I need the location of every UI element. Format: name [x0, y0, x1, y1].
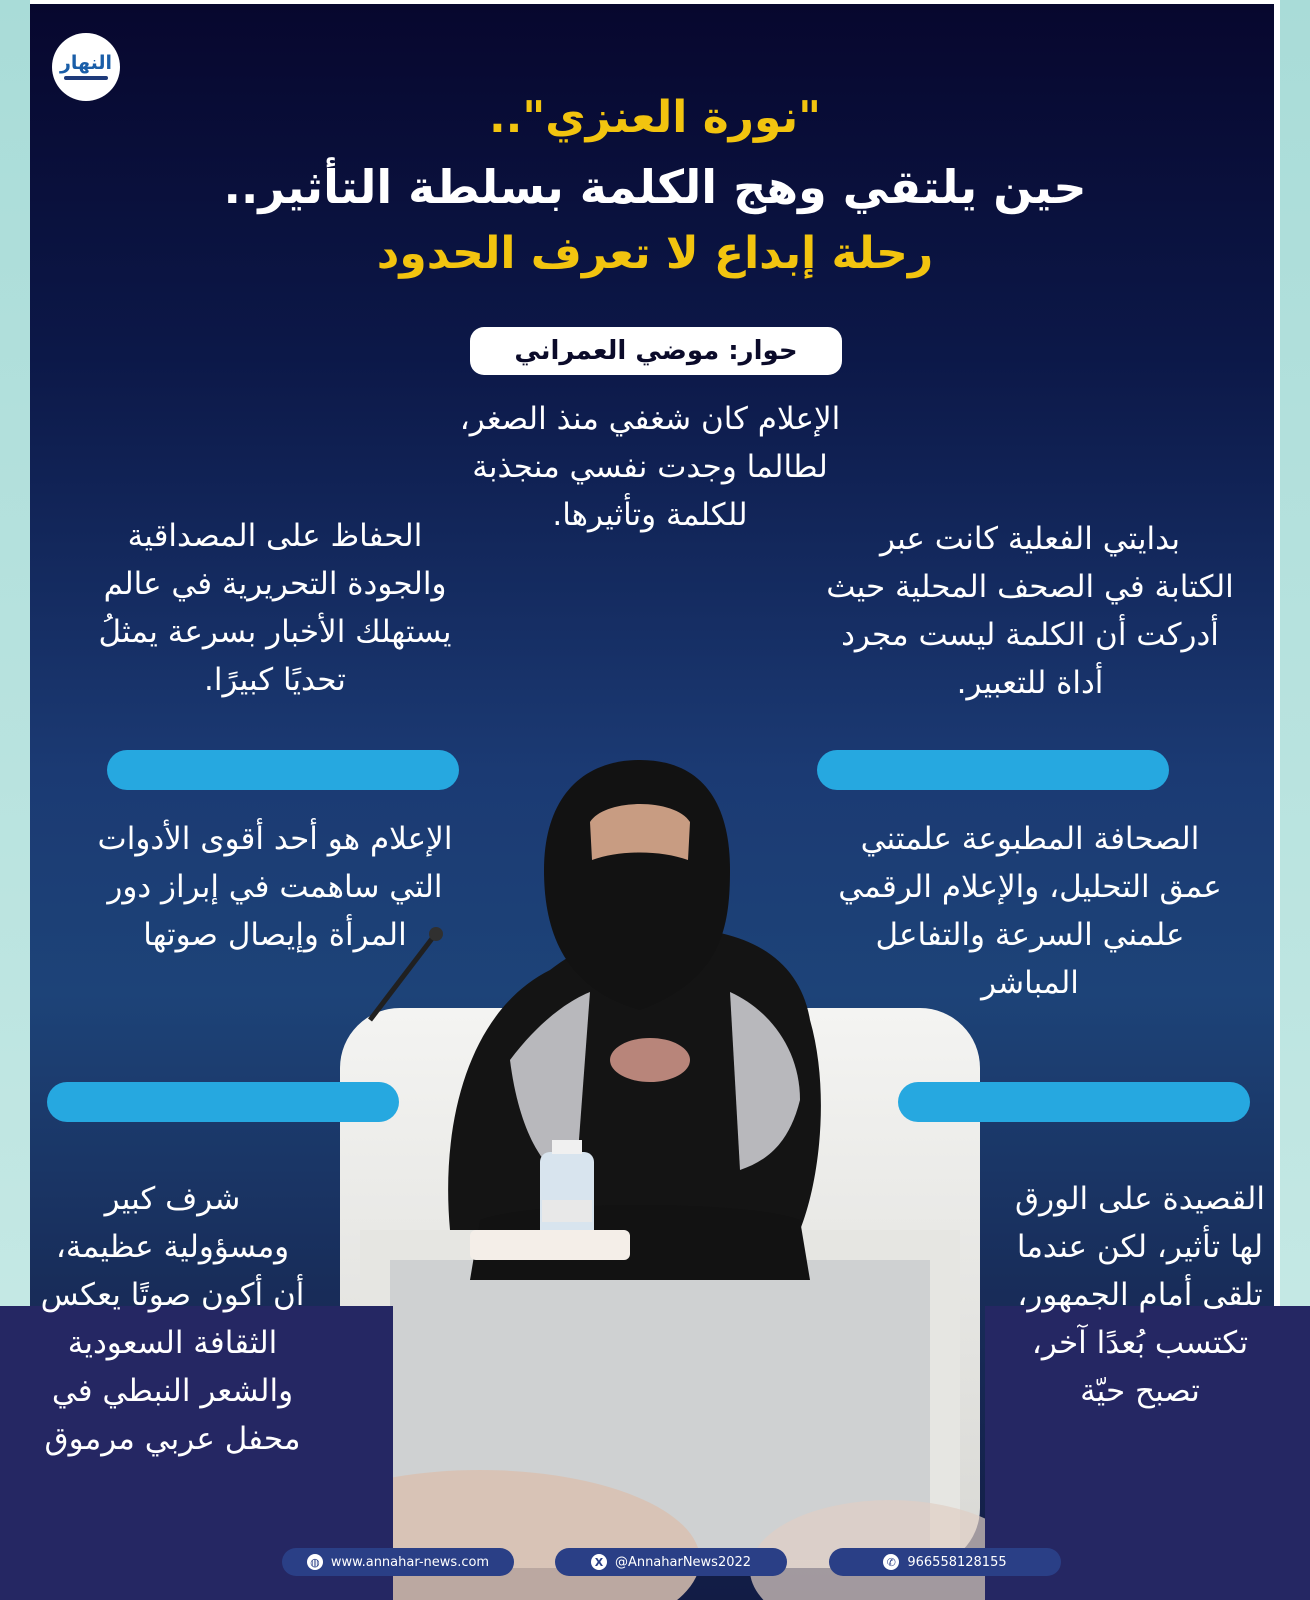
quote-right-1: بدايتي الفعلية كانت عبر الكتابة في الصحف المحلية حيث أدركت أن الكلمة ليست مجرد أداة للتعبير.	[826, 521, 1234, 701]
divider-pill-left-2	[47, 1082, 399, 1122]
quote-right-3: القصيدة على الورق لها تأثير، لكن عندما تلقى أمام الجمهور، تكتسب بُعدًا آخر، تصبح حيّة	[1015, 1181, 1265, 1409]
footer-website[interactable]	[282, 1548, 514, 1576]
website-text: www.annahar-news.com	[330, 1554, 490, 1570]
whatsapp-icon: ✆	[883, 1554, 899, 1570]
x-handle-text: @AnnaharNews2022	[614, 1554, 752, 1570]
quote-right-2: الصحافة المطبوعة علمتني عمق التحليل، والإعلام الرقمي علمني السرعة والتفاعل المباشر	[838, 821, 1222, 1001]
quote-left-3: شرف كبير ومسؤولية عظيمة، أن أكون صوتًا يعكس الثقافة السعودية والشعر النبطي في محفل عربي مرموق	[40, 1181, 305, 1457]
byline-badge	[470, 327, 842, 375]
headline-name: "نورة العنزي"..	[488, 92, 822, 143]
divider-pill-right-2	[898, 1082, 1250, 1122]
globe-icon: ◍	[307, 1554, 323, 1570]
divider-pill-right-1	[817, 750, 1169, 790]
person	[448, 760, 821, 1280]
quote-left-1: الحفاظ على المصداقية والجودة التحريرية في عالم يستهلك الأخبار بسرعة يمثلُ تحديًا كبيرًا.	[98, 518, 452, 698]
footer-whatsapp[interactable]	[829, 1548, 1061, 1576]
divider-pill-left-1	[107, 750, 459, 790]
logo-bar	[64, 76, 108, 80]
byline-text: حوار: موضي العمراني	[514, 336, 798, 366]
x-logo-icon: X	[591, 1554, 607, 1570]
logo-text: النهار	[59, 52, 113, 74]
headline-main: حين يلتقي وهج الكلمة بسلطة التأثير..	[223, 160, 1087, 214]
annahar-logo[interactable]	[52, 33, 120, 101]
footer-x-handle[interactable]	[555, 1548, 787, 1576]
whatsapp-number: 966558128155	[907, 1554, 1007, 1570]
quote-top: الإعلام كان شغفي منذ الصغر، لطالما وجدت نفسي منجذبة للكلمة وتأثيرها.	[459, 401, 841, 533]
quote-left-2: الإعلام هو أحد أقوى الأدوات التي ساهمت في إبراز دور المرأة وإيصال صوتها	[97, 821, 453, 953]
headline-sub: رحلة إبداع لا تعرف الحدود	[376, 228, 934, 279]
